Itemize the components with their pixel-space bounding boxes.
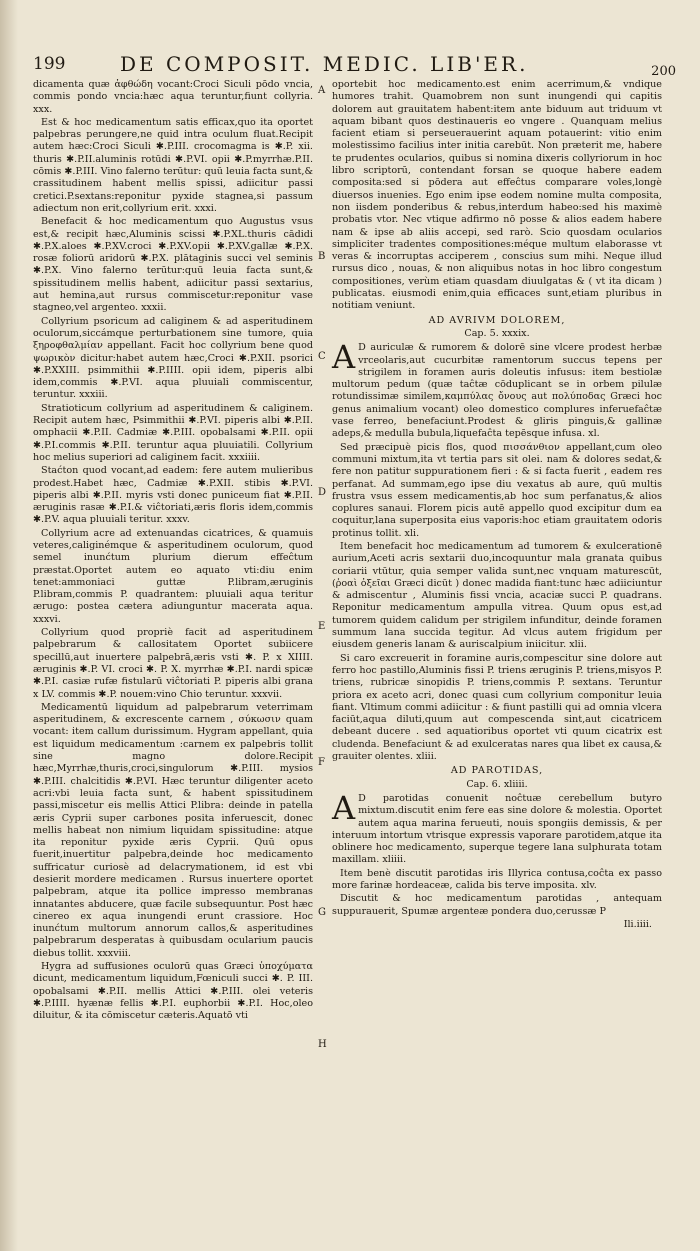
margin-letter: B [318, 251, 326, 262]
page-title: DE COMPOSIT. MEDIC. LIB'ER. [120, 52, 529, 76]
margin-letter: A [318, 85, 326, 96]
section-heading: AD AVRIVM DOLOREM, [428, 314, 566, 326]
section-heading: AD PAROTIDAS, [450, 765, 544, 777]
paragraph: Collyrium acre ad extenuandas cicatrices, & quamuis veteres,caliginémque & asperitudinem oculorum, quod semel inunćtum plurium dierum effeĉtum præstat.Oportet autem eo aquato vti:diu enim tenet:ammoniaci guttæ P.libram,æruginis P.libram,commis P. quadrantem: pluuiali aqua teritur ærugo: postea cætera adiunguntur macerata aqua. xxxvi. [33, 527, 313, 625]
paragraph: Discutit & hoc medicamentum parotidas , antequam suppurauerit, Spumæ argenteæ pondera duo,cerussæ P [332, 893, 662, 917]
margin-letters [318, 79, 332, 1059]
paragraph: Collyrium psoricum ad caliginem & ad asperitudinem oculorum,siccámque perturbationem sine tumore, quia ξηροφθαλμίαν appellant. Facit hoc collyrium bene quod ψωρικὸν dicitur:habet autem hæc,Croci ✱.P.XII. psorici ✱.P.XXIII. psimmithii ✱.P.IIII. opii idem, piperis albi idem,commis ✱.P.VI. aqua pluuiali commiscentur, teruntur. xxxiii. [33, 315, 313, 401]
paragraph: Benefacit & hoc medicamentum quo Augustus vsus est,& recipit hæc,Aluminis scissi ✱.P.XL.thuris cādidi ✱.P.X.aloes ✱.P.XV.croci ✱.P.XV.opii ✱.P.XV.gallæ ✱.P.X. rosæ foliorū aridorū ✱.P.X. plātaginis succi vel seminis ✱.P.X. Vino falerno terūtur:quū leuia facta sunt,& spissitudinem mellis habent, adiicitur passi sextarius, aut hemina,aut rursus commiscetur:reponitur vase stagneo,vel argenteo. xxxii. [33, 216, 313, 314]
paragraph: Est & hoc medicamentum satis efficax,quo ita oportet palpebras perungere,ne quid intra oculum fluat.Recipit autem hæc:Croci Siculi ✱.P.III. crocomagma is ✱.P. xii. thuris ✱.P.II.aluminis rotūdi ✱.P.VI. opii ✱.P.myrrhæ.P.II. cōmis ✱.P.III. Vino falerno terūtur: quū leuia facta sunt,& crassitudinem habent mellis spissi, adiicitur passi cretici.P.sextans:reponitur pyxide stagnea,si passum adiectum non erit,collyrium erit. xxxi. [33, 116, 313, 214]
paragraph: Hygra ad suffusiones oculorū quas Græci ὑποχύματα dicunt, medicamentum liquidum,Fœniculi succi ✱. P. III. opobalsami ✱.P.II. mellis Attici ✱.P.III. olei veteris ✱.P.IIII. hyænæ fellis ✱.P.I. euphorbii ✱.P.I. Hoc,oleo diluitur, & ita cōmiscetur cæteris.Aquatō vti [33, 961, 313, 1022]
margin-letter: E [318, 621, 326, 632]
paragraph-with-initial [332, 788, 662, 867]
paragraph: dicamenta quæ ἀφθώδη vocant:Croci Siculi pōdo vncia, commis pondo vncia:hæc aqua teruntur,fiunt collyria. xxx. [33, 79, 313, 115]
margin-letter: G [318, 907, 326, 918]
page-gutter-shadow [0, 0, 18, 1251]
paragraph: Item benè discutit parotidas iris Illyrica contusa,coĉta ex passo more farinæ hordeaceæ, calida bis terve imposita. xlv. [332, 867, 662, 891]
drop-cap-initial: A [332, 788, 356, 827]
paragraph: Si caro excreuerit in foramine auris,compescitur sine dolore aut ferro hoc pastillo,Aluminis fissi P. triens æruginis P. triens,misyos P. triens, rubricæ sinopidis P. triens,commis P. sextans. Teruntur priora ex aceto acri, donec quasi cum collyrium componitur leuia fiant. Vltimum commi adiicitur : & fiunt pastilli qui ad omnia vlcera faciūt,aqua diluti,quum aut compescenda sint,aut cicatricem debeant ducere . sed aquatioribus oportet vti quum cicatrix est cludenda. Benefaciunt & ad exulceratas nares qua libet ex causa,& grauiter olentes. xliii. [332, 652, 662, 763]
paragraph: Staćton quod vocant,ad eadem: fere autem mulieribus prodest.Habet hæc, Cadmiæ ✱.P.XII. stibis ✱.P.VI. piperis albi ✱.P.II. myris vsti donec puniceum fiat ✱.P.II. æruginis rasæ ✱.P.I.& viĉtoriati,æris floris idem,commis ✱.P.V. aqua pluuiali teritur. xxxv. [33, 465, 313, 526]
paragraph: Sed præcipuè picis flos, quod πισσάνθιον appellant,cum oleo communi mixtum,ita vt tertia pars sit olei. nam & dolores sedat,& fere non patitur suppurationem fieri : & si facta fuerit , eadem res perfanat. Ad summam,ego ipse diu vexatus ab aure, quū multis frustra vsus essem medicamentis,ab hoc sum perfanatus,& alios coplures sanaui. Florem picis autē appello quod excipitur dum ea coquitur,lana superposita eius vaporis:hoc etiam grauitatem odoris protinus tollit. xli. [332, 441, 662, 539]
paragraph: Item benefacit hoc medicamentum ad tumorem & exulcerationē aurium,Aceti acris sextarii duo,incoquuntur mala granata quibus coriarii vtūtur, quia semper valida sunt,nec vnquam maturescūt, (ῥοαὶ ὀξεῖαι Græci dicūt ) donec madida fiant:tunc hæc adiiciuntur & admiscentur , Aluminis fissi vncia, acaciæ succi P. quadrans. Reponitur medicamentum ampulla vitrea. Quum opus est,ad tumorem quidem calidum per strigilem infunditur, deinde foramen summum lana succida tegitur. Ad vlcus autem frigidum per eiusdem generis lanam & auriscalpium iniicitur. xlii. [332, 540, 662, 651]
paragraph-text: D parotidas conuenit noĉtuæ cerebellum butyro mixtum.discutit enim fere eas sine dolore & molestia. Oportet autem aqua marina ferueuti, nouis spongiis demissis, & per interuum intortum vtrisque expressis vaporare parotidem,atque ita oblinere hoc medicamento, superque tegere lana sulphurata totam maxillam. xliiii. [332, 792, 662, 866]
drop-cap-initial: A [332, 338, 356, 377]
paragraph-text: D auriculæ & rumorem & dolorē sine vlcere prodest herbæ vrceolaris,aut cucurbitæ ramentorum succus tepens per strigilem in foramen auris doleutis infusus: item bestiolæ multorum pedum (quæ taĉtæ cōduplicant se in orbem pilulæ rotundissimæ similem,καμπύλας ὄνους aut πολύποδας Græci hoc genus animalium vocant) oleo domestico complures inferuefaĉtæ vase ferreo, benefaciunt.Prodest & gliris pinguis,& gallinæ adeps,& medulla bubula,liquefaĉta tepēsque infusa. xl. [332, 342, 662, 440]
margin-letter: F [318, 757, 325, 768]
margin-letter: C [318, 351, 326, 362]
page-number-right: 200 [651, 64, 676, 79]
page-number-left: 199 [33, 54, 66, 74]
chapter-label: Cap. 5. xxxix. [464, 327, 530, 339]
paragraph: Medicamentū liquidum ad palpebrarum veterrimam asperitudinem, & excrescente carnem , σύκωσιν quam vocant: item callum durissimum. Hygram appellant, quia est liquidum medicamentum :carnem ex palpebris tollit sine magno dolore.Recipit hæc,Myrrhæ,thuris,croci,singulorum ✱.P.III. mysios ✱.P.III. chalcitidis ✱.P.VI. Hæc teruntur diligenter aceto acri:vbi leuia facta sunt, & habent spissitudinem passi,miscetur eis mellis Attici P.libra: deinde in patella æris Cyprii super carbones posita inferuescit, donec mellis habeat non nimium liquidam spissitudine: atque ita reponitur pyxide æris Cyprii. Quū opus fuerit,inuertitur palpebra,deinde hoc medicamento suffricatur curiosè ad delacrymationem, id est vbi desierit mordere medicamen . Rursus inuertere oportet palpebram, atque ita pollice impresso membranas innatantes abducere, quæ facile subsequuntur. Post hæc cinereo ex aqua inungendi erunt crassiore. Hoc inunćtum multorum annorum callos,& asperitudines palpebrarum desperatas à quibusdam ocularium paucis diebus tollit. xxxviii. [33, 701, 313, 959]
signature-mark: Ili.iiii. [623, 918, 652, 930]
left-column [33, 79, 313, 1024]
margin-letter: H [318, 1039, 327, 1050]
paragraph: Stratioticum collyrium ad asperitudinem & caliginem. Recipit autem hæc, Psimmithii ✱.P.VI. piperis albi ✱.P.II. omphacii ✱.P.II. Cadmiæ ✱.P.III. opobalsami ✱.P.II. opii ✱.P.I.commis ✱.P.II. teruntur aqua pluuiatili. Collyrium hoc melius superiori ad caliginem facit. xxxiiii. [33, 402, 313, 463]
margin-letter: D [318, 487, 327, 498]
chapter-label: Cap. 6. xliiii. [466, 778, 528, 790]
paragraph: Collyrium quod propriè facit ad asperitudinem palpebrarum & callositatem Oportet subiicere specillū,aut inuertere palpebrā,æris vsti ✱. P. x XIIII. æruginis ✱.P. VI. croci ✱. P. X. myrrhæ ✱.P.I. nardi spicæ ✱.P.I. casiæ rufæ fistularū viĉtoriati P. piperis albi grana x LV. commis ✱.P. nouem:vino Chio teruntur. xxxvii. [33, 627, 313, 700]
right-column [332, 79, 662, 931]
paragraph-with-initial [332, 338, 662, 440]
paragraph: oportebit hoc medicamento.est enim acerrimum,& vndique humores trahit. Quamobrem non sunt inungendi qui capitis dolorem aut grauitatem habent:item ante biduum aut triduum vt aquam bibant quos destinaueris eo vngere . Quanquam melius facient etiam si perseuerauerint aquam potauerint: vitio enim molestissimo facilius inter initia carebūt. Non præterit me, habere te prudentes ocularios, quibus si nomina dixeris collyriorum in hoc libro scriptorū, contendant forsan se quoque habere eadem composita:sed si pōdera aut effeĉtus comparare voles,longè diuersos inuenies. Ego enim ipse eodem nomine multa composita, non iisdem ponderibus & rebus,interdum habeo:sed his maximè probatis vtor. Nec vtique adfirmo nō posse & alios eadem habere nam & ipse ab aliis accepi, sed rarò. Scio quosdam ocularios simpliciter tradentes compositiones:méque multum elaborasse vt veras & incorruptas acciperem , conscius sum mihi. Neque illud rursus dico , nouas, & non aliquibus notas in hoc libro congestum compositiones, verùm etiam quasdam diuulgatas & ( vt ita dicam ) publicatas. eiusmodi enim,quia efficaces sunt,etiam pluribus in notitiam veniunt. [332, 79, 662, 312]
running-head [0, 52, 700, 78]
